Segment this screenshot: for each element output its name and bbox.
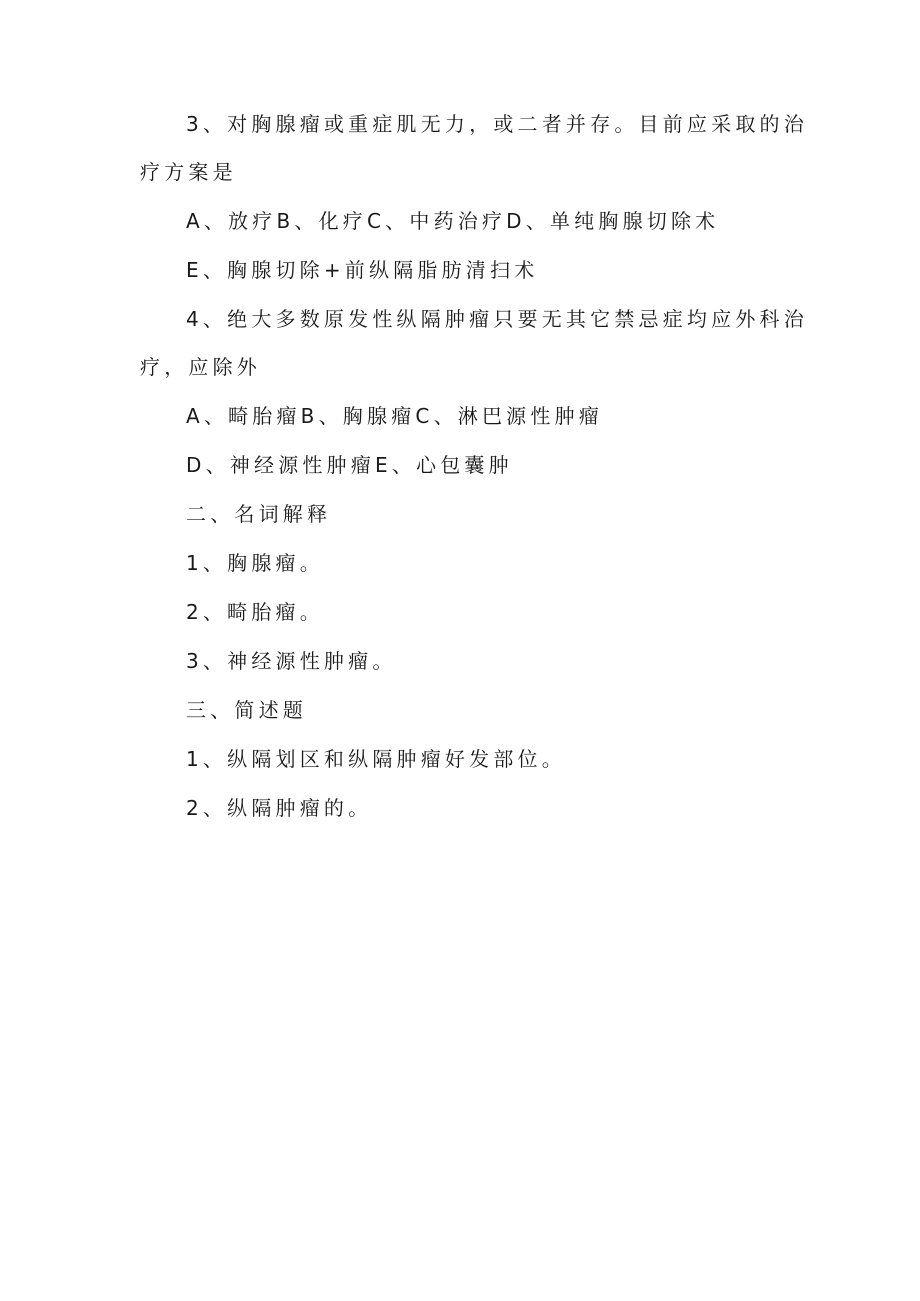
short-answer-item-2: 2、纵隔肿瘤的。 xyxy=(186,796,373,820)
term-item-2: 2、畸胎瘤。 xyxy=(186,600,324,624)
short-answer-item-1: 1、纵隔划区和纵隔肿瘤好发部位。 xyxy=(186,747,566,771)
question-4-stem-line-1: 4、绝大多数原发性纵隔肿瘤只要无其它禁忌症均应外科治 xyxy=(186,307,808,331)
question-3-options-a-d: A、放疗B、化疗C、中药治疗D、单纯胸腺切除术 xyxy=(186,209,720,233)
question-3-option-e: E、胸腺切除+前纵隔脂肪清扫术 xyxy=(186,258,539,282)
section-2-heading: 二、名词解释 xyxy=(186,502,332,526)
question-3-stem-line-2: 疗方案是 xyxy=(140,160,237,184)
term-item-3: 3、神经源性肿瘤。 xyxy=(186,649,397,673)
section-3-heading: 三、简述题 xyxy=(186,698,307,722)
document-body xyxy=(140,112,808,820)
term-item-1: 1、胸腺瘤。 xyxy=(186,551,324,575)
question-4-options-a-c: A、畸胎瘤B、胸腺瘤C、淋巴源性肿瘤 xyxy=(186,404,603,428)
question-3-stem-line-1: 3、对胸腺瘤或重症肌无力，或二者并存。目前应采取的治 xyxy=(186,112,808,136)
question-4-stem-line-2: 疗，应除外 xyxy=(140,355,261,379)
question-4-options-d-e: D、神经源性肿瘤E、心包囊肿 xyxy=(186,453,513,477)
